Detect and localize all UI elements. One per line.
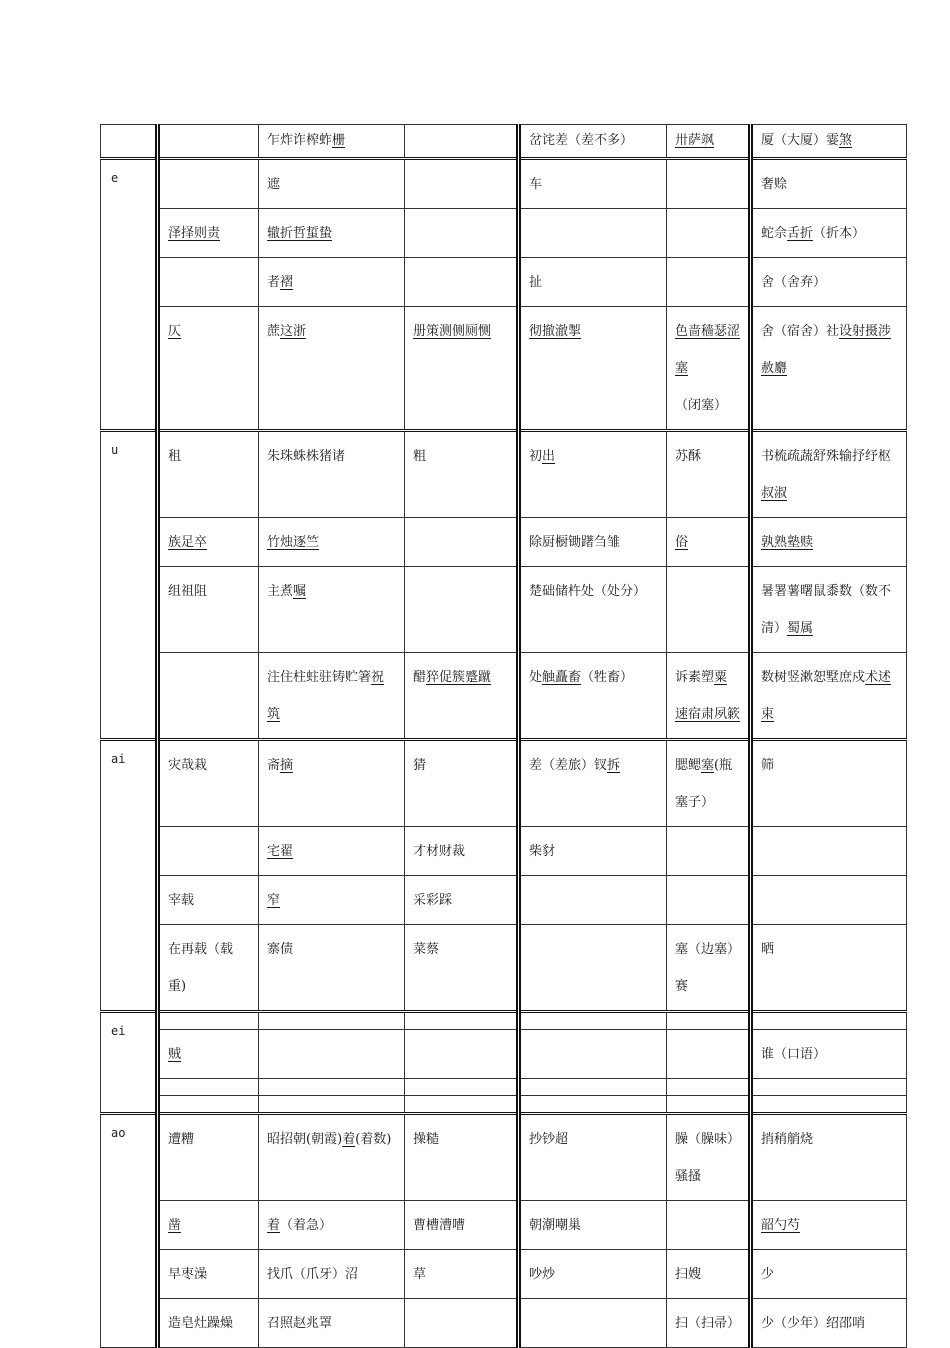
cell-text: 朱珠蛛株猪诸: [267, 449, 346, 464]
table-cell: [519, 518, 667, 567]
underlined-chars: 出: [542, 449, 556, 464]
cell-text: (瓶塞子）: [675, 758, 733, 810]
table-cell: [259, 1250, 405, 1299]
final-label: u: [101, 431, 158, 740]
underlined-chars: 凿: [168, 1218, 182, 1233]
table-cell: [405, 653, 519, 740]
cell-text: 除厨橱锄躇刍雏: [529, 535, 621, 550]
table-cell: [259, 1299, 405, 1348]
table-cell: [667, 1201, 751, 1250]
table-cell: [519, 1030, 667, 1079]
table-cell: [667, 567, 751, 653]
cell-text: 诉素塑: [675, 670, 715, 685]
table-cell: [519, 1096, 667, 1114]
cell-text: 昭招朝(朝霞): [267, 1132, 343, 1147]
table-cell: [259, 209, 405, 258]
cell-text: 柴豺: [529, 844, 556, 859]
table-row: [101, 1201, 907, 1250]
underlined-chars: 族足卒: [168, 535, 208, 550]
cell-text: 塞（边塞）赛: [675, 942, 741, 994]
table-cell: [519, 1299, 667, 1348]
underlined-chars: 色啬穑瑟涩塞: [675, 324, 741, 376]
table-row: [101, 209, 907, 258]
table-cell: [158, 209, 259, 258]
cell-text: 扫（扫帚）: [675, 1316, 741, 1331]
table-cell: [751, 1114, 907, 1201]
underlined-chars: 粟速宿肃夙簌: [675, 670, 741, 722]
table-cell: [751, 1250, 907, 1299]
cell-text: 奢赊: [761, 177, 788, 192]
underlined-chars: 仄: [168, 324, 182, 339]
table-cell: [405, 159, 519, 209]
table-cell: [667, 1096, 751, 1114]
cell-text: 蛇佘: [761, 226, 788, 241]
cell-text: 宰载: [168, 893, 195, 908]
underlined-chars: 宅翟: [267, 844, 294, 859]
table-cell: [158, 1030, 259, 1079]
table-cell: [751, 925, 907, 1012]
table-cell: [259, 653, 405, 740]
pinyin-character-table: [100, 124, 907, 1348]
table-body: [101, 125, 907, 1348]
cell-text: 岔诧差（差不多）: [529, 133, 634, 148]
underlined-chars: 竹烛逐竺: [267, 535, 320, 550]
cell-text: 在再载（载重): [168, 942, 234, 994]
table-cell: [405, 1201, 519, 1250]
table-cell: [751, 209, 907, 258]
cell-text: （折本）: [813, 226, 866, 241]
table-cell: [158, 431, 259, 518]
underlined-chars: 着: [342, 1132, 356, 1147]
table-cell: [405, 1299, 519, 1348]
table-row: [101, 1299, 907, 1348]
table-cell: [519, 740, 667, 827]
cell-text: 捎稍艄烧: [761, 1132, 814, 1147]
table-cell: [405, 567, 519, 653]
cell-text: 灾哉栽: [168, 758, 208, 773]
table-row: [101, 1114, 907, 1201]
table-cell: [519, 307, 667, 431]
table-cell: [751, 740, 907, 827]
cell-text: 处: [529, 670, 543, 685]
table-cell: [667, 1079, 751, 1096]
table-row: [101, 567, 907, 653]
underlined-chars: 卅萨飒: [675, 133, 715, 148]
table-row: [101, 876, 907, 925]
table-cell: [667, 159, 751, 209]
table-cell: [405, 1096, 519, 1114]
table-cell: [751, 876, 907, 925]
table-cell: [158, 653, 259, 740]
underlined-chars: 窄: [267, 893, 281, 908]
cell-text: 蔗: [267, 324, 281, 339]
cell-text: 曹槽漕嘈: [413, 1218, 466, 1233]
cell-text: 粗: [413, 449, 427, 464]
cell-text: 注住柱蛀驻铸贮箸: [267, 670, 372, 685]
cell-text: 造皂灶躁燥: [168, 1316, 234, 1331]
table-row: [101, 125, 907, 159]
underlined-chars: 祝筑: [267, 670, 385, 722]
table-row: [101, 653, 907, 740]
cell-text: 楚础储杵处（处分）: [529, 584, 647, 599]
table-cell: [519, 431, 667, 518]
table-cell: [667, 1030, 751, 1079]
underlined-chars: 辙折哲蜇蛰: [267, 226, 333, 241]
table-cell: [667, 827, 751, 876]
cell-text: 差（差旅）钗: [529, 758, 608, 773]
table-cell: [405, 1079, 519, 1096]
cell-text: 组祖阻: [168, 584, 208, 599]
table-cell: [158, 925, 259, 1012]
table-cell: [519, 876, 667, 925]
table-cell: [405, 431, 519, 518]
cell-text: 主煮: [267, 584, 294, 599]
table-cell: [667, 925, 751, 1012]
table-cell: [158, 1012, 259, 1030]
underlined-chars: 塞: [701, 758, 715, 773]
table-cell: [751, 125, 907, 159]
table-cell: [158, 1250, 259, 1299]
table-cell: [667, 1012, 751, 1030]
table-cell: [259, 567, 405, 653]
underlined-chars: 韶勺芍: [761, 1218, 801, 1233]
table-cell: [259, 1079, 405, 1096]
final-label: e: [101, 159, 158, 431]
table-row: [101, 159, 907, 209]
table-cell: [519, 258, 667, 307]
table-cell: [259, 876, 405, 925]
underlined-chars: 猝促簇蹙蹴: [426, 670, 492, 685]
table-cell: [519, 1079, 667, 1096]
cell-text: （闭塞）: [675, 398, 728, 413]
final-label: ai: [101, 740, 158, 1012]
cell-text: 乍炸诈榨蚱: [267, 133, 333, 148]
table-row: [101, 431, 907, 518]
table-cell: [519, 653, 667, 740]
cell-text: 吵炒: [529, 1267, 556, 1282]
underlined-chars: 触矗畜: [542, 670, 582, 685]
cell-text: 猜: [413, 758, 427, 773]
underlined-chars: 这浙: [280, 324, 307, 339]
cell-text: 找爪（爪牙）沼: [267, 1267, 359, 1282]
cell-text: 召照赵兆罩: [267, 1316, 333, 1331]
table-cell: [667, 518, 751, 567]
underlined-chars: 栅: [332, 133, 346, 148]
table-cell: [405, 209, 519, 258]
table-cell: [405, 1114, 519, 1201]
underlined-chars: 摘: [280, 758, 294, 773]
table-cell: [405, 307, 519, 431]
cell-text: 遭糟: [168, 1132, 195, 1147]
table-row: [101, 518, 907, 567]
table-cell: [519, 209, 667, 258]
table-cell: [158, 159, 259, 209]
underlined-chars: 设射摄涉赦麝: [761, 324, 892, 376]
underlined-chars: 术述束: [761, 670, 892, 722]
cell-text: 操糙: [413, 1132, 440, 1147]
cell-text: 遮: [267, 177, 281, 192]
table-cell: [751, 431, 907, 518]
cell-text: 租: [168, 449, 182, 464]
table-cell: [405, 1012, 519, 1030]
table-cell: [158, 1096, 259, 1114]
table-cell: [519, 925, 667, 1012]
cell-text: 书梳疏蔬舒殊输抒纾枢: [761, 449, 892, 464]
table-cell: [158, 740, 259, 827]
table-row: [101, 1030, 907, 1079]
cell-text: （牲畜）: [581, 670, 634, 685]
final-label: ao: [101, 1114, 158, 1348]
table-cell: [259, 740, 405, 827]
underlined-chars: 叔淑: [761, 486, 788, 501]
table-cell: [519, 1201, 667, 1250]
table-cell: [259, 159, 405, 209]
table-cell: [158, 1201, 259, 1250]
table-cell: [405, 925, 519, 1012]
table-row: [101, 1079, 907, 1096]
table-cell: [751, 1079, 907, 1096]
table-cell: [158, 518, 259, 567]
cell-text: 者: [267, 275, 281, 290]
table-row: [101, 307, 907, 431]
table-row: [101, 1096, 907, 1114]
table-cell: [751, 653, 907, 740]
underlined-chars: 拆: [607, 758, 621, 773]
cell-text: 抄钞超: [529, 1132, 569, 1147]
cell-text: 车: [529, 177, 543, 192]
table-cell: [158, 827, 259, 876]
table-cell: [158, 1299, 259, 1348]
table-cell: [667, 876, 751, 925]
underlined-chars: 舌折: [787, 226, 814, 241]
table-cell: [751, 307, 907, 431]
table-cell: [751, 1299, 907, 1348]
table-cell: [751, 258, 907, 307]
underlined-chars: 贼: [168, 1047, 182, 1062]
table-cell: [667, 125, 751, 159]
cell-text: 少: [761, 1267, 775, 1282]
table-cell: [751, 1030, 907, 1079]
underlined-chars: 彻撤澈掣: [529, 324, 582, 339]
table-cell: [158, 1079, 259, 1096]
table-cell: [259, 1030, 405, 1079]
table-cell: [519, 125, 667, 159]
table-row: [101, 740, 907, 827]
table-cell: [667, 209, 751, 258]
table-cell: [667, 307, 751, 431]
underlined-chars: 煞: [839, 133, 853, 148]
table-cell: [259, 125, 405, 159]
table-cell: [259, 1096, 405, 1114]
table-row: [101, 925, 907, 1012]
table-cell: [259, 258, 405, 307]
cell-text: 数树竖漱恕墅庶戍: [761, 670, 866, 685]
table-cell: [158, 125, 259, 159]
cell-text: 草: [413, 1267, 427, 1282]
table-cell: [405, 740, 519, 827]
cell-text: 早枣澡: [168, 1267, 208, 1282]
cell-text: 少（少年）绍邵哨: [761, 1316, 866, 1331]
table-cell: [259, 925, 405, 1012]
cell-text: 醋: [413, 670, 427, 685]
table-cell: [519, 159, 667, 209]
final-label: ei: [101, 1012, 158, 1114]
table-cell: [405, 827, 519, 876]
underlined-chars: 嘱: [293, 584, 307, 599]
table-cell: [158, 567, 259, 653]
cell-text: 采彩踩: [413, 893, 453, 908]
underlined-chars: 褶: [280, 275, 294, 290]
underlined-chars: 蜀属: [787, 621, 814, 636]
underlined-chars: 俗: [675, 535, 689, 550]
cell-text: 谁（口语）: [761, 1047, 827, 1062]
table-cell: [667, 258, 751, 307]
table-cell: [519, 1114, 667, 1201]
table-cell: [751, 518, 907, 567]
table-cell: [519, 1012, 667, 1030]
table-cell: [667, 653, 751, 740]
table-cell: [751, 1096, 907, 1114]
document-page: [100, 124, 906, 1348]
table-cell: [158, 876, 259, 925]
cell-text: 臊（臊味）骚搔: [675, 1132, 741, 1184]
table-cell: [519, 567, 667, 653]
table-cell: [259, 1012, 405, 1030]
table-cell: [667, 431, 751, 518]
cell-text: 初: [529, 449, 543, 464]
cell-text: （着急）: [280, 1218, 333, 1233]
cell-text: 晒: [761, 942, 775, 957]
table-cell: [405, 1030, 519, 1079]
cell-text: (着数): [355, 1132, 392, 1147]
cell-text: 斋: [267, 758, 281, 773]
cell-text: 菜蔡: [413, 942, 440, 957]
table-cell: [751, 159, 907, 209]
cell-text: 扫嫂: [675, 1267, 702, 1282]
table-cell: [158, 258, 259, 307]
table-cell: [259, 1114, 405, 1201]
table-cell: [158, 307, 259, 431]
cell-text: 舍（舍弃）: [761, 275, 827, 290]
table-cell: [259, 1201, 405, 1250]
table-cell: [405, 1250, 519, 1299]
table-cell: [751, 827, 907, 876]
table-cell: [751, 1201, 907, 1250]
table-cell: [667, 1299, 751, 1348]
table-cell: [158, 1114, 259, 1201]
table-cell: [259, 518, 405, 567]
table-cell: [259, 307, 405, 431]
cell-text: 舍（宿舍）社: [761, 324, 840, 339]
underlined-chars: 泽择则责: [168, 226, 221, 241]
table-row: [101, 1012, 907, 1030]
table-cell: [405, 518, 519, 567]
table-row: [101, 258, 907, 307]
cell-text: 苏酥: [675, 449, 702, 464]
cell-text: 腮鳃: [675, 758, 702, 773]
cell-text: 扯: [529, 275, 543, 290]
cell-text: 寨债: [267, 942, 294, 957]
underlined-chars: 着: [267, 1218, 281, 1233]
table-cell: [405, 258, 519, 307]
table-cell: [751, 1012, 907, 1030]
underlined-chars: 孰熟塾赎: [761, 535, 814, 550]
table-cell: [259, 431, 405, 518]
cell-text: 朝潮嘲巢: [529, 1218, 582, 1233]
cell-text: 才材财裁: [413, 844, 466, 859]
table-cell: [519, 1250, 667, 1299]
cell-text: 厦（大厦）霎: [761, 133, 840, 148]
cell-text: 暑署薯曙鼠黍数（数不清）: [761, 584, 892, 636]
underlined-chars: 册策测侧厕恻: [413, 324, 492, 339]
table-cell: [667, 1114, 751, 1201]
table-cell: [405, 125, 519, 159]
table-row: [101, 1250, 907, 1299]
table-cell: [259, 827, 405, 876]
table-cell: [751, 567, 907, 653]
final-label: [101, 125, 158, 159]
table-cell: [405, 876, 519, 925]
table-cell: [667, 1250, 751, 1299]
table-row: [101, 827, 907, 876]
table-cell: [667, 740, 751, 827]
table-cell: [519, 827, 667, 876]
cell-text: 筛: [761, 758, 775, 773]
